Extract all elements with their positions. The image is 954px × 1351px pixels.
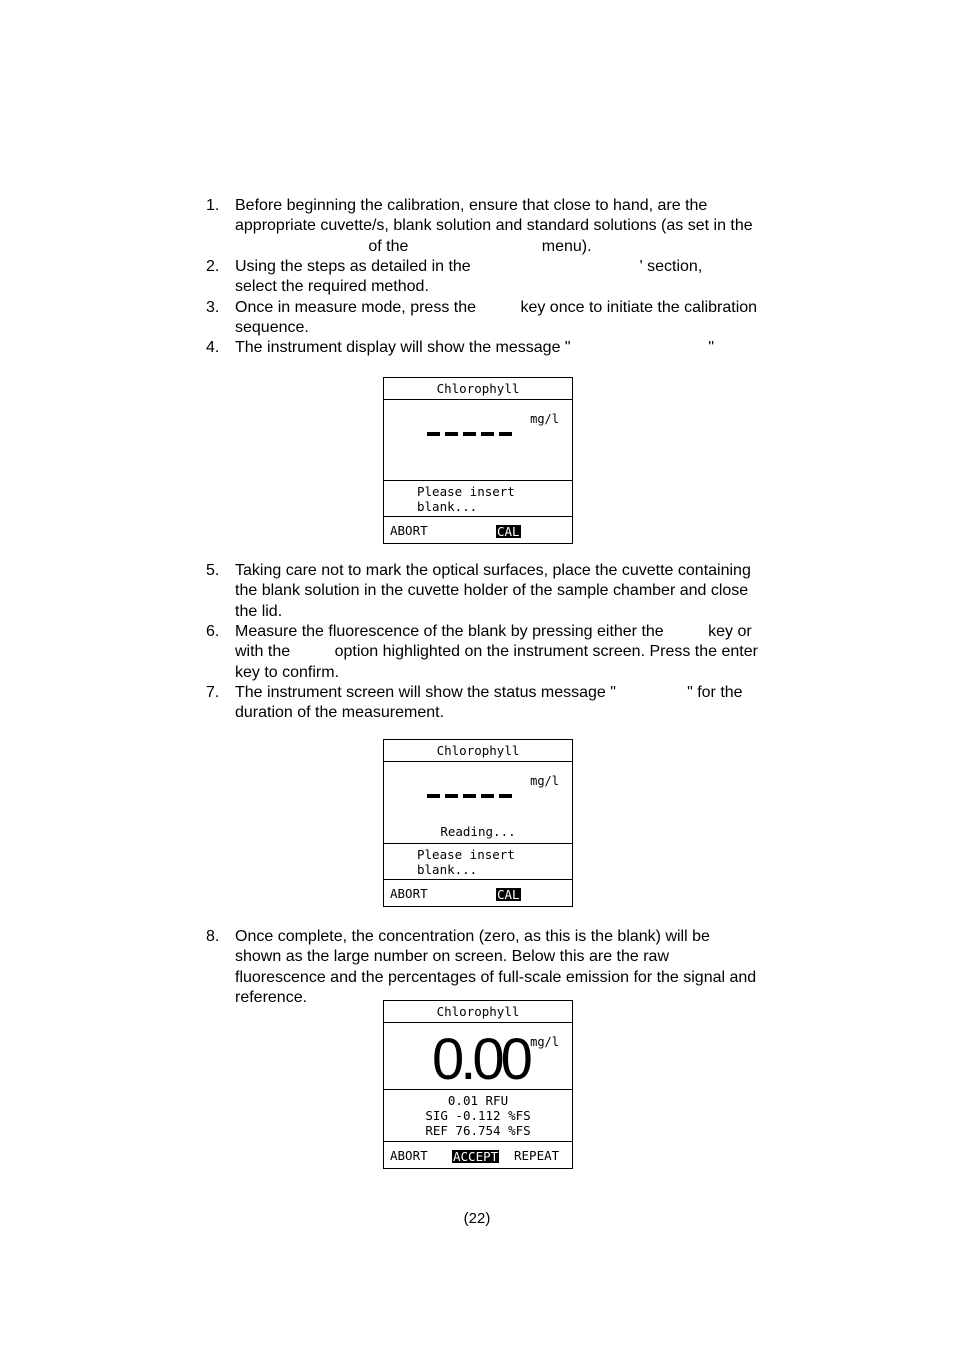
screen-message	[384, 844, 572, 880]
unit-label: mg/l	[530, 774, 559, 788]
accept-softkey[interactable]: ACCEPT	[453, 1149, 499, 1164]
step-text-line: Once in measure mode, press the key once to initiate the calibration	[235, 299, 758, 316]
message-line: Please insert	[417, 847, 515, 862]
rfu-reading: 0.01 RFU	[447, 1093, 509, 1108]
step-text-line: Measure the fluorescence of the blank by pressing either the key or	[235, 623, 752, 640]
step-text-line: The instrument display will show the message " "	[235, 339, 715, 356]
step-text-line: shown as the large number on screen. Below this are the raw	[235, 948, 670, 966]
abort-softkey[interactable]: ABORT	[390, 523, 428, 538]
step-number: 2.	[206, 258, 220, 275]
concentration-value: 0.00	[432, 1027, 529, 1092]
step-text-line: appropriate cuvette/s, blank solution and standard solutions (as set in the	[235, 217, 753, 235]
page-number: (22)	[463, 1210, 491, 1227]
step-number: 6.	[206, 623, 220, 640]
signal-reading: SIG -0.112 %FS	[425, 1108, 531, 1123]
instrument-screen-insert-blank	[383, 377, 573, 544]
softkey-bar	[384, 880, 572, 906]
step-text-line: sequence.	[235, 319, 309, 337]
status-message: Reading...	[440, 824, 516, 839]
unit-label: mg/l	[530, 1035, 559, 1049]
step-number: 7.	[206, 684, 220, 701]
screen-title: Chlorophyll	[384, 1001, 572, 1023]
step-text-line: with the option highlighted on the instrument screen. Press the enter	[235, 643, 758, 661]
unit-label: mg/l	[530, 412, 559, 426]
screen-title: Chlorophyll	[384, 740, 572, 762]
step-text-line: Once complete, the concentration (zero, as this is the blank) will be	[235, 928, 710, 945]
screen-display	[384, 762, 572, 844]
instrument-screen-result	[383, 1000, 573, 1169]
reference-reading: REF 76.754 %FS	[425, 1123, 531, 1138]
step-text-line: the lid.	[235, 602, 283, 620]
repeat-softkey[interactable]: REPEAT	[514, 1148, 560, 1163]
dashes-placeholder	[427, 794, 512, 798]
step-text-line: of the menu).	[235, 237, 592, 255]
raw-readings	[384, 1090, 572, 1142]
step-text-line: the blank solution in the cuvette holder of the sample chamber and close	[235, 582, 749, 600]
dashes-placeholder	[427, 432, 512, 436]
abort-softkey[interactable]: ABORT	[390, 1148, 428, 1163]
cal-softkey[interactable]: CAL	[497, 524, 520, 539]
step-text-line: key to confirm.	[235, 663, 340, 681]
step-text-line: select the required method.	[235, 278, 429, 296]
screen-title: Chlorophyll	[384, 378, 572, 400]
screen-display	[384, 400, 572, 481]
message-line: blank...	[417, 499, 478, 514]
step-text-line: Using the steps as detailed in the ' section,	[235, 258, 703, 275]
step-number: 1.	[206, 197, 220, 214]
screen-display	[384, 1023, 572, 1090]
abort-softkey[interactable]: ABORT	[390, 886, 428, 901]
screen-message	[384, 481, 572, 517]
step-text-line: Before beginning the calibration, ensure that close to hand, are the	[235, 197, 708, 214]
softkey-bar	[384, 517, 572, 543]
step-text-line: Taking care not to mark the optical surfaces, place the cuvette containing	[235, 562, 751, 579]
softkey-bar	[384, 1142, 572, 1168]
step-text-line: The instrument screen will show the status message " " for the	[235, 684, 743, 701]
step-number: 5.	[206, 562, 220, 579]
step-number: 3.	[206, 299, 220, 316]
step-text-line: reference.	[235, 988, 308, 1006]
step-number: 8.	[206, 928, 220, 945]
step-text-line: fluorescence and the percentages of full-scale emission for the signal and	[235, 968, 757, 986]
message-line: Please insert	[417, 484, 515, 499]
instrument-screen-reading	[383, 739, 573, 907]
cal-softkey[interactable]: CAL	[497, 887, 520, 902]
step-text-line: duration of the measurement.	[235, 704, 445, 722]
message-line: blank...	[417, 862, 478, 877]
step-number: 4.	[206, 339, 220, 356]
